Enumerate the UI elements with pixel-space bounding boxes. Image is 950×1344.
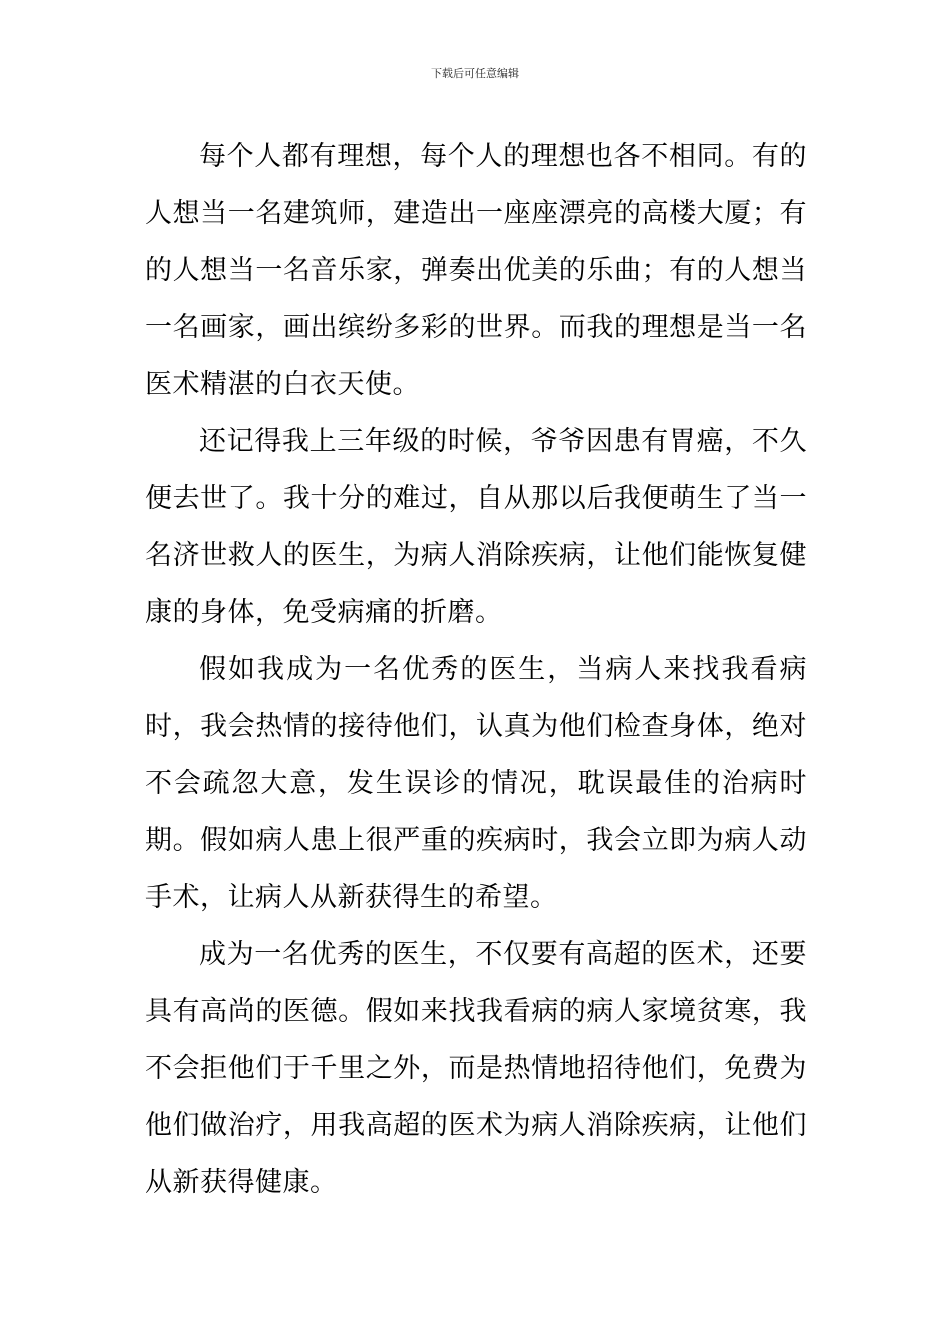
paragraph-1: 每个人都有理想，每个人的理想也各不相同。有的人想当一名建筑师，建造出一座座漂亮的高楼大厦；有的人想当一名音乐家，弹奏出优美的乐曲；有的人想当一名画家，画出缤纷多彩的世界。而我的理想是当一名医术精湛的白衣天使。: [145, 141, 807, 400]
page-header: 下载后可任意编辑: [431, 67, 519, 80]
document-body: [145, 128, 807, 1211]
paragraph-4: 成为一名优秀的医生，不仅要有高超的医术，还要具有高尚的医德。假如来找我看病的病人家境贫寒，我不会拒他们于千里之外，而是热情地招待他们，免费为他们做治疗，用我高超的医术为病人消除疾病，让他们从新获得健康。: [145, 939, 807, 1198]
paragraph-2: 还记得我上三年级的时候，爷爷因患有胃癌，不久便去世了。我十分的难过，自从那以后我便萌生了当一名济世救人的医生，为病人消除疾病，让他们能恢复健康的身体，免受病痛的折磨。: [145, 426, 807, 628]
paragraph-3: 假如我成为一名优秀的医生，当病人来找我看病时，我会热情的接待他们，认真为他们检查身体，绝对不会疏忽大意，发生误诊的情况，耽误最佳的治病时期。假如病人患上很严重的疾病时，我会立即为病人动手术，让病人从新获得生的希望。: [145, 654, 807, 913]
